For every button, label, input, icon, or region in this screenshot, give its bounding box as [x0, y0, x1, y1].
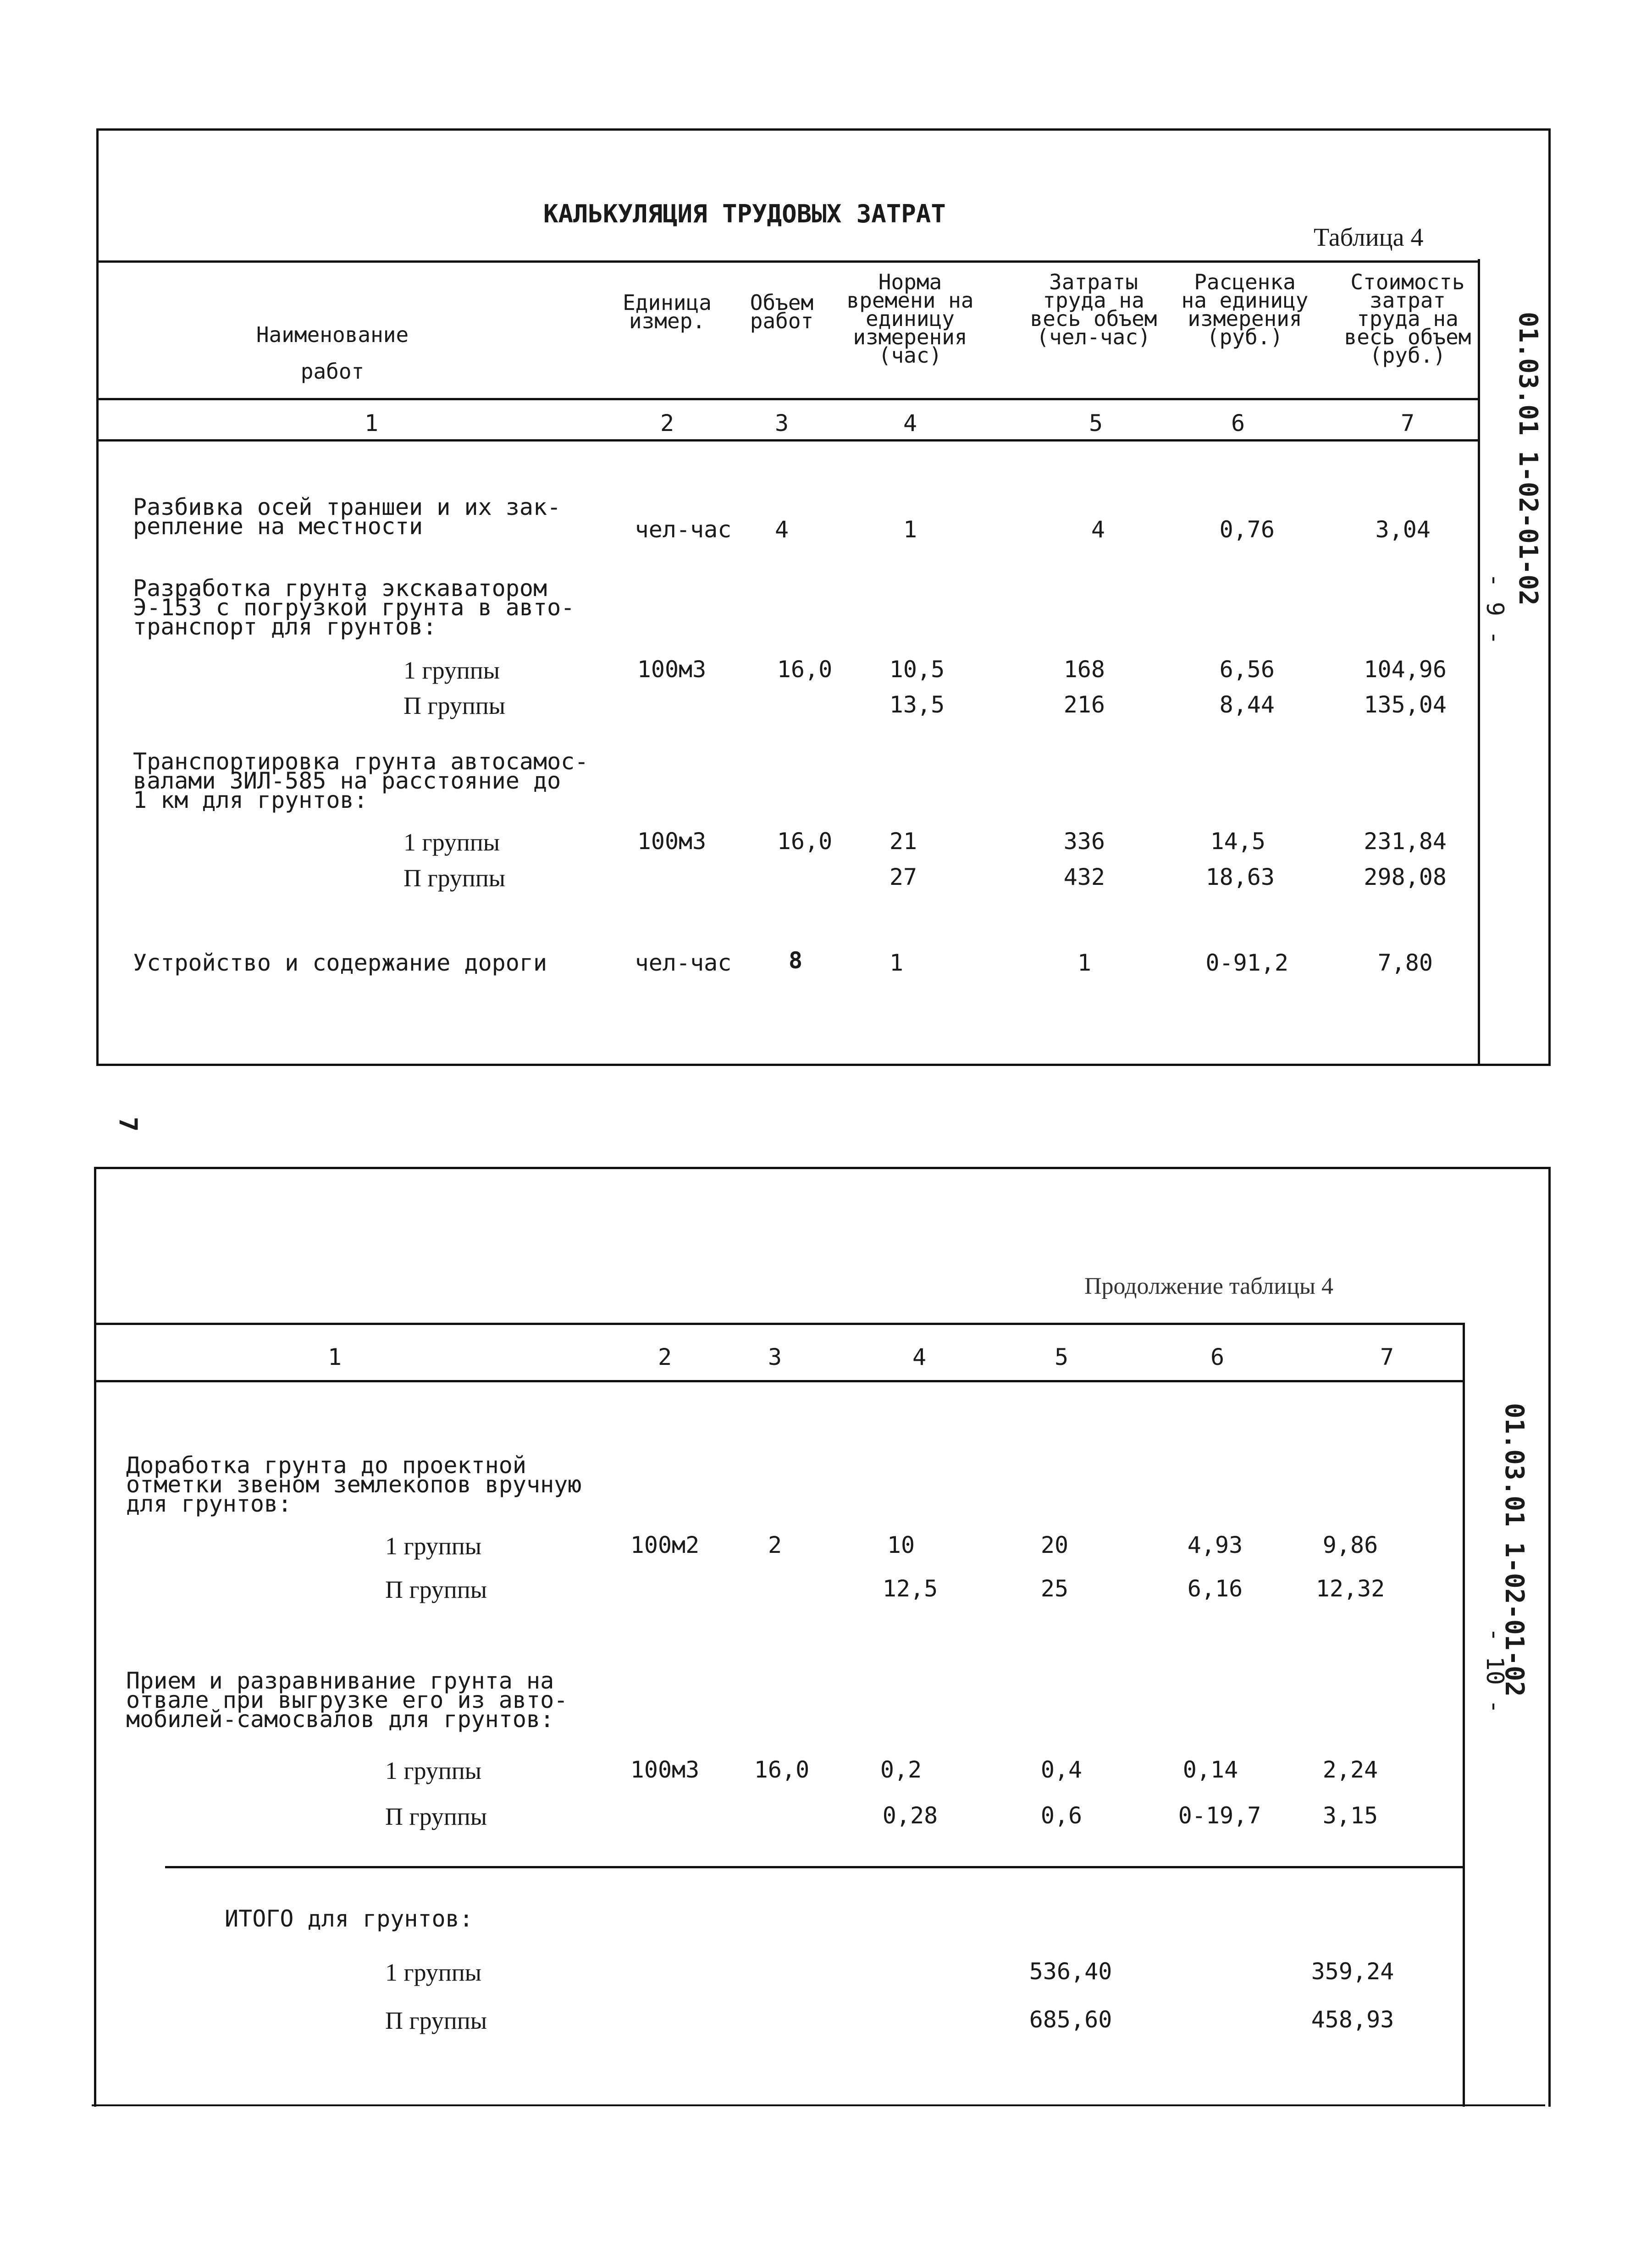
- t2-row-rate: 6,16: [1187, 1575, 1243, 1602]
- table1-label: Таблица 4: [1314, 223, 1424, 252]
- header-rate: Расценка на единицу измерения (руб.): [1181, 270, 1309, 349]
- t1-colnum-2: 2: [660, 410, 674, 436]
- t1-row-unit: чел-час: [635, 516, 732, 543]
- total-label: ИТОГО для грунтов:: [225, 1905, 473, 1932]
- t2-page-number: - 10 -: [1481, 1628, 1508, 1714]
- t1-row-cost: 3,04: [1375, 516, 1431, 543]
- t1-row-name: Разработка грунта экскаватором Э-153 с погрузкой грунта в авто- транспорт для грунтов:: [133, 575, 575, 640]
- t1-row-norm: 1: [903, 516, 917, 543]
- t2-side-code: 01.03.01 1-02-01-02: [1499, 1403, 1529, 1697]
- table2-bottom-line: [92, 2104, 1545, 2106]
- t1-row-rate: 6,56: [1219, 656, 1275, 683]
- t2-row-rate: 4,93: [1187, 1532, 1243, 1558]
- table1-title: КАЛЬКУЛЯЦИЯ ТРУДОВЫХ ЗАТРАТ: [543, 199, 946, 228]
- t2-row-volume: 2: [768, 1532, 782, 1558]
- t1-page-number: - 9 -: [1481, 573, 1508, 645]
- t1-row-cost: 298,08: [1364, 864, 1447, 890]
- t1-row-unit: 100м3: [637, 656, 707, 683]
- t2-row-cost: 9,86: [1322, 1532, 1378, 1558]
- t2-row-cost: 12,32: [1315, 1575, 1385, 1602]
- t1-row-cost: 104,96: [1364, 656, 1447, 683]
- t1-colnum-7: 7: [1400, 410, 1415, 436]
- t1-row-volume: 8: [788, 947, 803, 974]
- t1-row-rate: 18,63: [1205, 864, 1275, 890]
- t1-row-name: 1 группы: [403, 828, 500, 856]
- table2-colnum-bottom-line: [94, 1380, 1465, 1382]
- header-cost: Стоимость затрат труда на весь объем (руб.): [1344, 270, 1471, 368]
- t1-row-volume: 16,0: [777, 828, 833, 855]
- t2-row-name: Доработка грунта до проектной отметки звеном землекопов вручную для грунтов:: [126, 1452, 582, 1517]
- t2-row-cost: 3,15: [1322, 1802, 1378, 1829]
- t2-row-volume: 16,0: [754, 1756, 810, 1783]
- t2-row-norm: 10: [887, 1532, 915, 1558]
- header-norm: Норма времени на единицу измерения (час): [846, 270, 974, 368]
- header-name: Наименование работ: [256, 322, 409, 384]
- t2-total-labor: 685,60: [1029, 2006, 1112, 2033]
- t1-row-name: Разбивка осей траншеи и их зак- репление на местности: [133, 494, 561, 540]
- t1-row-name: Транспортировка грунта автосамос- валами ЗИЛ-585 на расстояние до 1 км для грунтов:: [133, 748, 589, 813]
- t1-row-labor: 216: [1063, 691, 1105, 718]
- t1-row-labor: 168: [1063, 656, 1105, 683]
- t1-row-labor: 4: [1091, 516, 1105, 543]
- t2-row-name: Прием и разравнивание грунта на отвале при выгрузке его из авто- мобилей-самосвалов для грунтов:: [126, 1667, 568, 1733]
- t1-colnum-6: 6: [1231, 410, 1245, 436]
- t1-row-labor: 432: [1063, 864, 1105, 890]
- t2-total-cost: 359,24: [1311, 1958, 1394, 1985]
- t1-row-labor: 336: [1063, 828, 1105, 855]
- t1-row-norm: 27: [889, 864, 917, 890]
- t1-row-rate: 14,5: [1210, 828, 1265, 855]
- page-mark: 7: [113, 1116, 143, 1132]
- t1-row-volume: 4: [774, 516, 789, 543]
- t1-row-norm: 13,5: [889, 691, 945, 718]
- table2-total-separator: [165, 1866, 1465, 1868]
- t2-row-cost: 2,24: [1322, 1756, 1378, 1783]
- table1-header-top-line: [96, 260, 1480, 263]
- t1-row-unit: 100м3: [637, 828, 707, 855]
- continuation-label: Продолжение таблицы 4: [1084, 1273, 1333, 1299]
- t2-colnum-2: 2: [657, 1344, 672, 1370]
- t2-colnum-6: 6: [1210, 1344, 1225, 1370]
- t2-row-norm: 0,28: [882, 1802, 938, 1829]
- t2-colnum-7: 7: [1380, 1344, 1394, 1370]
- t2-row-name: 1 группы: [385, 1757, 482, 1784]
- t2-colnum-1: 1: [327, 1344, 342, 1370]
- t2-total-name: П группы: [385, 2007, 487, 2034]
- t1-colnum-4: 4: [903, 410, 917, 436]
- t2-colnum-5: 5: [1054, 1344, 1069, 1370]
- t1-row-volume: 16,0: [777, 656, 833, 683]
- t2-row-norm: 12,5: [882, 1575, 938, 1602]
- table1-colnum-bottom-line: [96, 439, 1480, 442]
- t1-row-rate: 8,44: [1219, 691, 1275, 718]
- header-unit: Единица измер.: [623, 290, 712, 333]
- header-labor: Затраты труда на весь объем (чел-час): [1030, 270, 1157, 349]
- t2-row-unit: 100м3: [630, 1756, 700, 1783]
- t1-row-norm: 10,5: [889, 656, 945, 683]
- t1-colnum-3: 3: [774, 410, 789, 436]
- t1-row-name: 1 группы: [403, 657, 500, 684]
- t1-row-cost: 135,04: [1364, 691, 1447, 718]
- t1-colnum-5: 5: [1088, 410, 1103, 436]
- t1-row-norm: 1: [889, 950, 904, 976]
- t1-row-rate: 0,76: [1219, 516, 1275, 543]
- t2-row-rate: 0-19,7: [1178, 1802, 1261, 1829]
- t1-colnum-1: 1: [364, 410, 379, 436]
- t1-row-unit: чел-час: [635, 950, 732, 976]
- t1-row-name: П группы: [403, 864, 506, 892]
- table2-colnum-top-line: [94, 1323, 1465, 1325]
- t2-row-unit: 100м2: [630, 1532, 700, 1558]
- t1-row-rate: 0-91,2: [1205, 950, 1288, 976]
- t2-total-name: 1 группы: [385, 1959, 482, 1986]
- t2-row-name: П группы: [385, 1576, 487, 1603]
- header-volume: Объем работ: [750, 290, 814, 333]
- t1-row-name: П группы: [403, 692, 506, 719]
- t2-total-labor: 536,40: [1029, 1958, 1112, 1985]
- t1-row-norm: 21: [889, 828, 917, 855]
- table1-header-bottom-line: [96, 398, 1480, 400]
- t2-row-labor: 0,6: [1040, 1802, 1083, 1829]
- t1-row-labor: 1: [1077, 950, 1091, 976]
- t2-colnum-3: 3: [768, 1344, 782, 1370]
- t1-row-cost: 231,84: [1364, 828, 1447, 855]
- t2-row-labor: 20: [1040, 1532, 1069, 1558]
- t2-row-labor: 0,4: [1040, 1756, 1083, 1783]
- t2-row-name: 1 группы: [385, 1532, 482, 1560]
- t1-row-cost: 7,80: [1377, 950, 1433, 976]
- t1-side-code: 01.03.01 1-02-01-02: [1513, 312, 1543, 606]
- t2-colnum-4: 4: [912, 1344, 927, 1370]
- t2-row-rate: 0,14: [1182, 1756, 1238, 1783]
- t2-row-labor: 25: [1040, 1575, 1069, 1602]
- table2-inner-right-border: [1463, 1323, 1465, 2107]
- t2-total-cost: 458,93: [1311, 2006, 1394, 2033]
- table1-inner-right-border: [1478, 259, 1480, 1066]
- t2-row-name: П группы: [385, 1803, 487, 1830]
- t1-row-name: Устройство и содержание дороги: [133, 950, 547, 976]
- t2-row-norm: 0,2: [880, 1756, 922, 1783]
